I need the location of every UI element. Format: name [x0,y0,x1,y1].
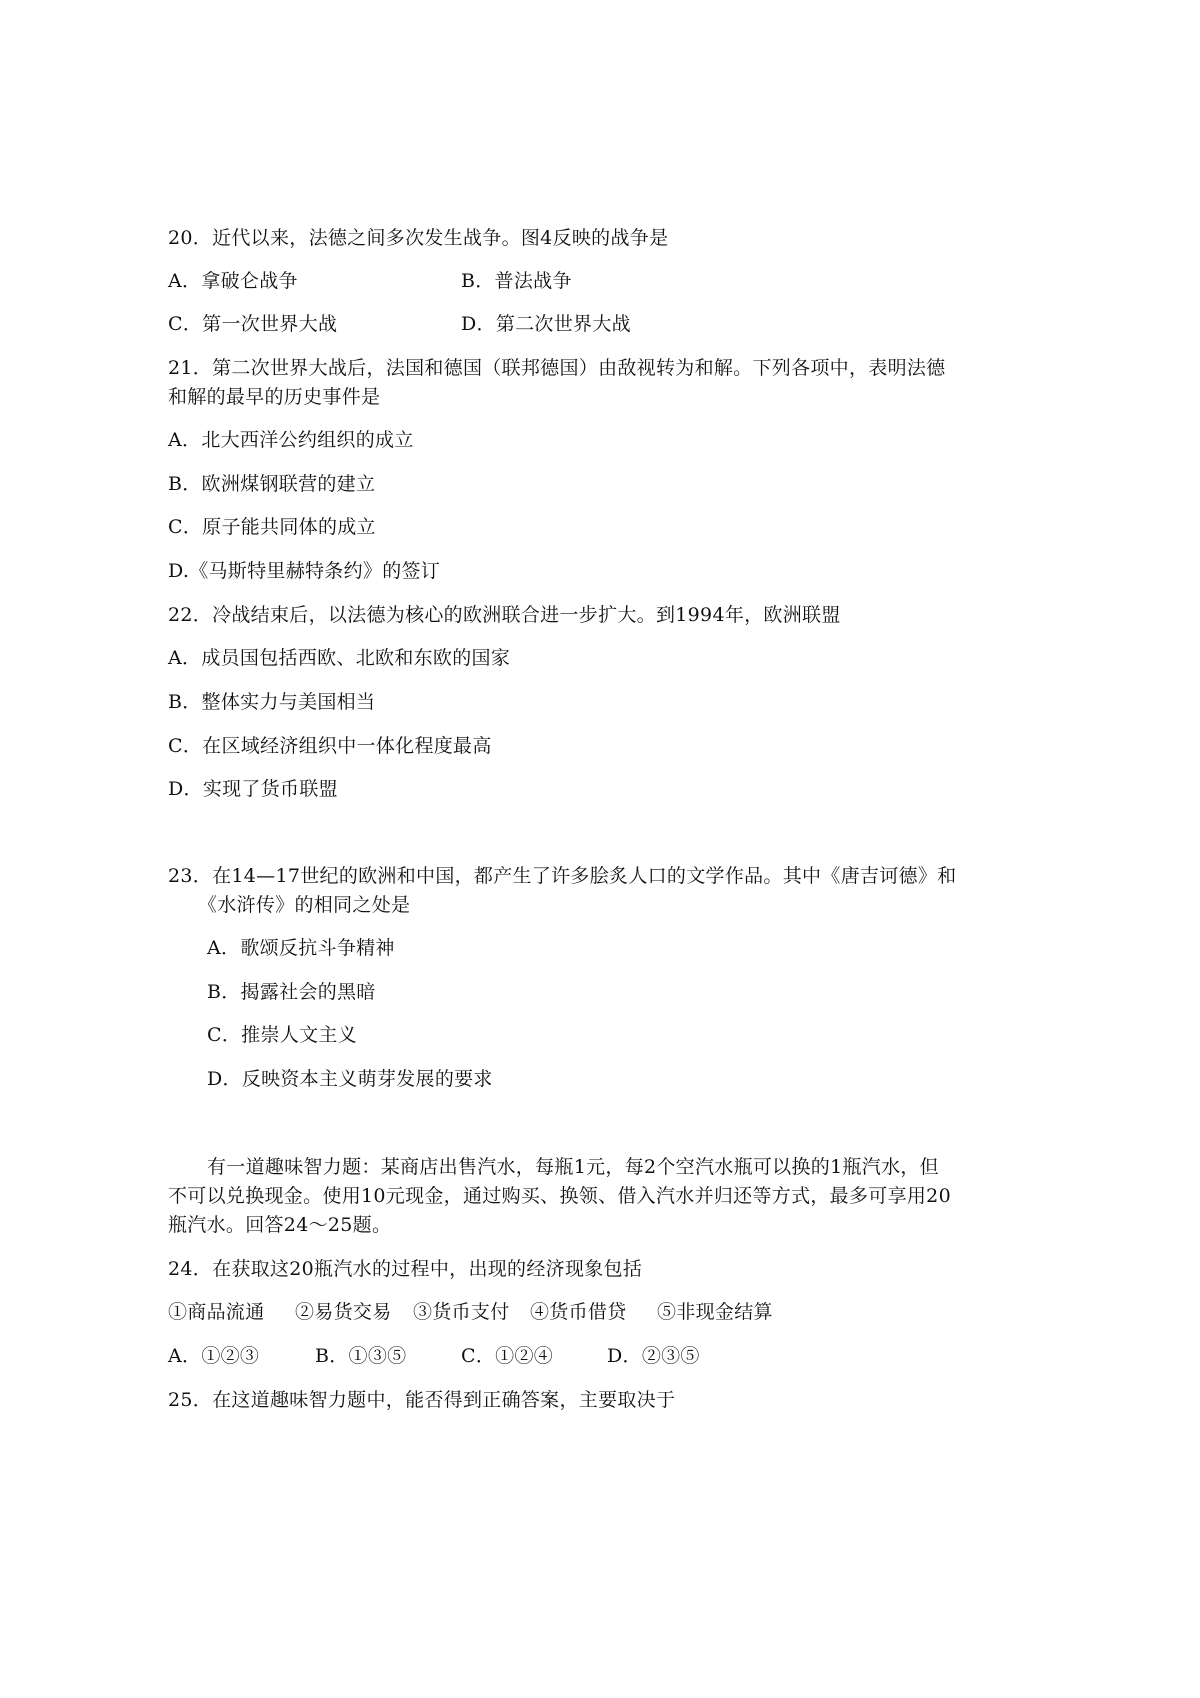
question-25-stem: 25．在这道趣味智力题中，能否得到正确答案，主要取决于 [168,1389,676,1411]
question-21-stem-line2: 和解的最早的历史事件是 [168,386,381,408]
question-22-stem: 22．冷战结束后，以法德为核心的欧洲联合进一步扩大。到1994年，欧洲联盟 [168,604,841,626]
question-21-option-c: C．原子能共同体的成立 [168,516,376,538]
question-24-option-c: C．①②④ [461,1345,554,1367]
question-23-stem-line1: 23．在14—17世纪的欧洲和中国，都产生了许多脍炙人口的文学作品。其中《唐吉诃德》和 [168,865,957,887]
intro-line3: 瓶汽水。回答24～25题。 [168,1214,392,1236]
question-20-option-b: B．普法战争 [461,270,572,292]
question-23-option-b: B．揭露社会的黑暗 [207,981,376,1003]
question-24-option-b: B．①③⑤ [315,1345,407,1367]
question-20-option-a: A．拿破仑战争 [168,270,298,292]
question-21-option-a: A．北大西洋公约组织的成立 [168,429,414,451]
question-24-option-d: D．②③⑤ [607,1345,700,1367]
intro-line1: 有一道趣味智力题：某商店出售汽水，每瓶1元，每2个空汽水瓶可以换的1瓶汽水，但 [207,1156,939,1178]
question-20-option-d: D．第二次世界大战 [461,313,631,335]
question-21-stem-line1: 21．第二次世界大战后，法国和德国（联邦德国）由敌视转为和解。下列各项中，表明法德 [168,357,946,379]
question-24-item-3: ③货币支付 [413,1301,510,1323]
question-20-option-c: C．第一次世界大战 [168,313,338,335]
question-23-stem-line2: 《水浒传》的相同之处是 [198,894,411,916]
question-20-stem: 20．近代以来，法德之间多次发生战争。图4反映的战争是 [168,227,669,249]
question-23-option-c: C．推崇人文主义 [207,1024,357,1046]
question-21-option-b: B．欧洲煤钢联营的建立 [168,473,376,495]
question-24-item-1: ①商品流通 [168,1301,265,1323]
question-22-option-c: C．在区域经济组织中一体化程度最高 [168,735,492,757]
question-24-item-5: ⑤非现金结算 [657,1301,773,1323]
question-24-stem: 24．在获取这20瓶汽水的过程中，出现的经济现象包括 [168,1258,643,1280]
question-22-option-d: D．实现了货币联盟 [168,778,338,800]
question-22-option-b: B．整体实力与美国相当 [168,691,376,713]
question-23-option-a: A．歌颂反抗斗争精神 [207,937,395,959]
question-24-item-2: ②易货交易 [295,1301,392,1323]
question-23-option-d: D．反映资本主义萌芽发展的要求 [207,1068,493,1090]
question-21-option-d: D.《马斯特里赫特条约》的签订 [168,560,441,582]
question-24-option-a: A．①②③ [168,1345,260,1367]
question-22-option-a: A．成员国包括西欧、北欧和东欧的国家 [168,647,511,669]
question-24-item-4: ④货币借贷 [530,1301,627,1323]
intro-line2: 不可以兑换现金。使用10元现金，通过购买、换领、借入汽水并归还等方式，最多可享用20 [168,1185,951,1207]
